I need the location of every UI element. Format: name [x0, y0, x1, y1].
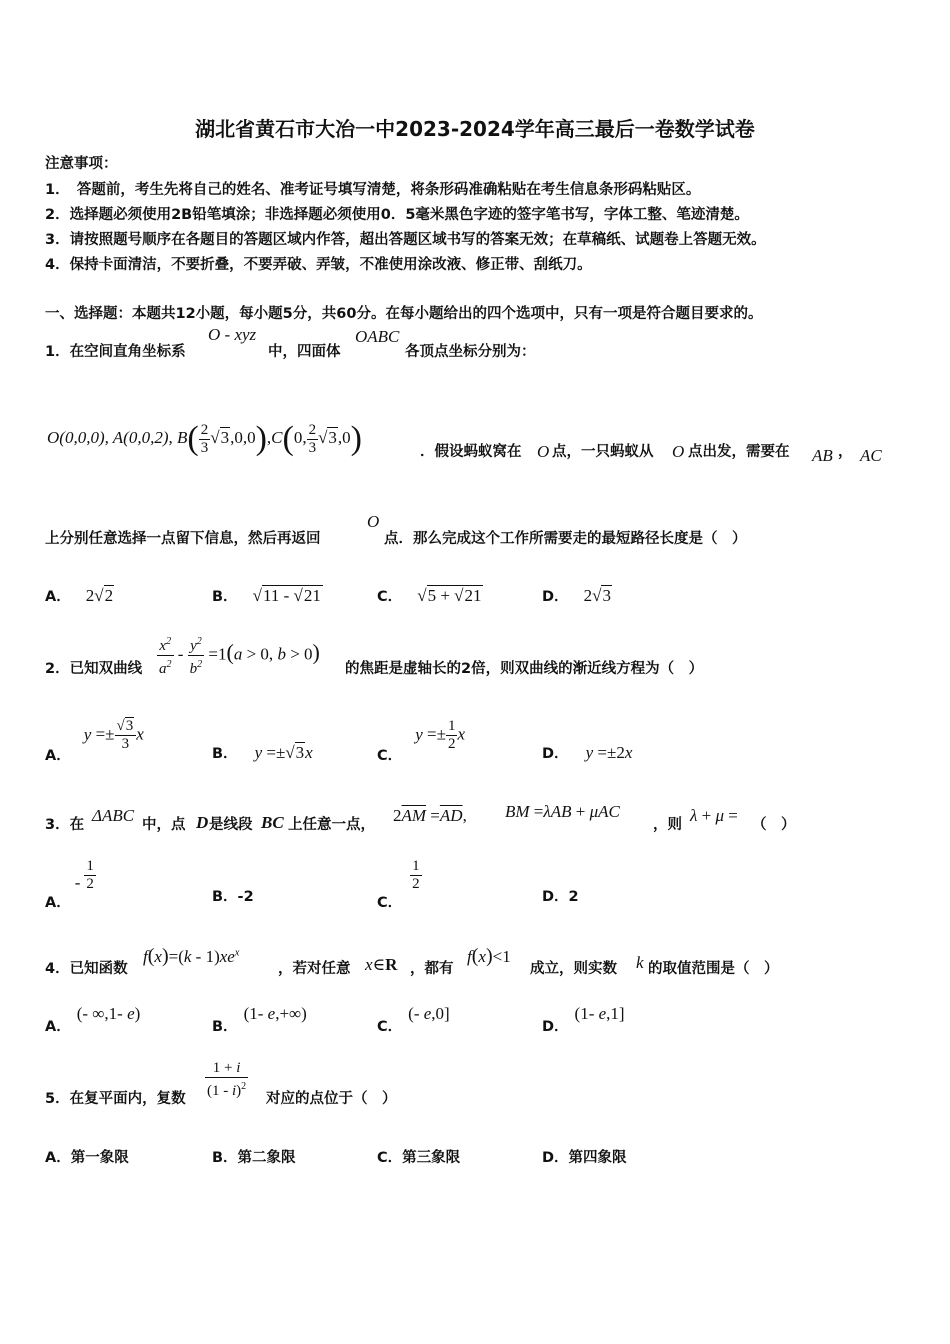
math-coordinates: O(0,0,0), A(0,0,2), B( $\frac{2}{3}$ √3,0,0),C(0, $\frac{2}{3}$ √3,0) [47, 420, 362, 457]
option-d[interactable]: D．(1- e,1] [542, 1004, 625, 1035]
math-hyperbola: $\frac{x^2}{a^2}$ - $\frac{y^2}{b^2}$ =1(a > 0, b > 0) [157, 633, 320, 678]
option-a[interactable]: A． y =± $\frac{√3}{3}$ x [45, 718, 144, 764]
question-1-text: 点，一只蚂蚁从 [552, 444, 654, 460]
question-3-text: 中，点 [142, 817, 186, 833]
math-point-o: O [537, 442, 550, 461]
math-vector-equation: $2\overline{AM} =\overline{AD}$, [393, 806, 467, 825]
math-vector-decomposition: BM =λAB + μAC [505, 802, 620, 821]
math-complex-fraction: $\frac{1 + i}{(1 - i)^2}$ [207, 1060, 247, 1099]
math-point-o: O [367, 512, 380, 531]
option-b[interactable]: B．-2 [212, 889, 254, 905]
option-a[interactable]: A． 2√2 [45, 586, 114, 605]
question-3-text: 是线段 [209, 817, 253, 833]
question-1-text: 点．那么完成这个工作所需要走的最短路径长度是（ ） [384, 531, 747, 547]
option-a[interactable]: A．第一象限 [45, 1150, 129, 1166]
question-1-text: 上分别任意选择一点留下信息，然后再返回 [45, 531, 321, 547]
option-b[interactable]: B．第二象限 [212, 1150, 296, 1166]
math-coordinate-system: O - xyz [208, 325, 257, 344]
notice-item: 4．保持卡面清洁，不要折叠，不要弄破、弄皱，不准使用涂改液、修正带、刮纸刀。 [45, 257, 592, 273]
notice-item: 1． 答题前，考生先将自己的姓名、准考证号填写清楚，将条形码准确粘贴在考生信息条形码粘贴区。 [45, 182, 701, 198]
math-point-o: O [672, 442, 685, 461]
question-4-text: ，都有 [410, 961, 454, 977]
math-lambda-mu: λ + μ = [690, 806, 738, 825]
math-segment-ac: AC [860, 446, 882, 465]
page-title: 湖北省黄石市大冶一中2023-2024学年高三最后一卷数学试卷 [195, 117, 755, 141]
question-3-text: 上任意一点， [288, 817, 375, 833]
option-b[interactable]: B． √11 - √21 [212, 586, 321, 605]
math-domain: x∈R [365, 955, 398, 974]
question-5-text: 对应的点位于（ ） [266, 1091, 397, 1107]
math-segment-ab: AB [812, 446, 833, 465]
option-c[interactable]: C． y =± $\frac{1}{2}$ x [377, 718, 465, 764]
question-1-stem: 1．在空间直角坐标系 [45, 344, 186, 360]
question-1-text: 点出发，需要在 [688, 444, 790, 460]
section-heading: 一、选择题：本题共12小题，每小题5分，共60分。在每小题给出的四个选项中，只有一项是符合题目要求的。 [45, 306, 763, 322]
question-2-text: 的焦距是虚轴长的2倍，则双曲线的渐近线方程为（ ） [345, 661, 704, 677]
option-c[interactable]: C． $\frac{1}{2}$ [377, 858, 420, 911]
math-triangle: ΔABC [92, 806, 135, 825]
question-3-text: 3．在 [45, 817, 85, 833]
option-d[interactable]: D．第四象限 [542, 1150, 627, 1166]
question-1-text: 各顶点坐标分别为： [405, 344, 536, 360]
notice-heading: 注意事项： [45, 156, 118, 172]
question-4-text: 4．已知函数 [45, 961, 128, 977]
question-3-text: ，则 [653, 817, 682, 833]
question-5-text: 5．在复平面内，复数 [45, 1091, 186, 1107]
option-b[interactable]: B．(1- e,+∞) [212, 1004, 307, 1035]
question-2-text: 2．已知双曲线 [45, 661, 143, 677]
math-segment-bc: BC [261, 813, 284, 832]
option-c[interactable]: C． √5 + √21 [377, 586, 482, 605]
option-d[interactable]: D．2 [542, 889, 579, 905]
question-3-text: （ ） [752, 817, 796, 833]
math-k: k [636, 953, 644, 972]
question-1-text: ， [838, 444, 853, 460]
option-d[interactable]: D． 2√3 [542, 586, 611, 605]
question-1-text: 中，四面体 [268, 344, 341, 360]
notice-item: 3．请按照题号顺序在各题目的答题区域内作答，超出答题区域书写的答案无效；在草稿纸、试题卷上答题无效。 [45, 232, 766, 248]
math-inequality: f(x)<1 [467, 945, 511, 967]
math-function: $f(x)=(k - 1)xe^x$ [143, 945, 240, 967]
option-c[interactable]: C．第三象限 [377, 1150, 461, 1166]
notice-item: 2．选择题必须使用2B铅笔填涂；非选择题必须使用0．5毫米黑色字迹的签字笔书写，字体工整、笔迹清楚。 [45, 207, 749, 223]
question-4-text: ，若对任意 [278, 961, 351, 977]
option-a[interactable]: A．- $\frac{1}{2}$ [45, 858, 94, 911]
math-point-d: D [196, 813, 209, 832]
question-4-text: 成立，则实数 [530, 961, 617, 977]
math-tetrahedron: OABC [355, 327, 400, 346]
option-d[interactable]: D． y =±2x [542, 743, 633, 762]
option-a[interactable]: A．(- ∞,1- e) [45, 1004, 141, 1035]
question-4-text: 的取值范围是（ ） [648, 961, 779, 977]
question-1-text: ．假设蚂蚁窝在 [420, 444, 522, 460]
option-b[interactable]: B． y =±√3x [212, 743, 313, 762]
option-c[interactable]: C．(- e,0] [377, 1004, 450, 1035]
